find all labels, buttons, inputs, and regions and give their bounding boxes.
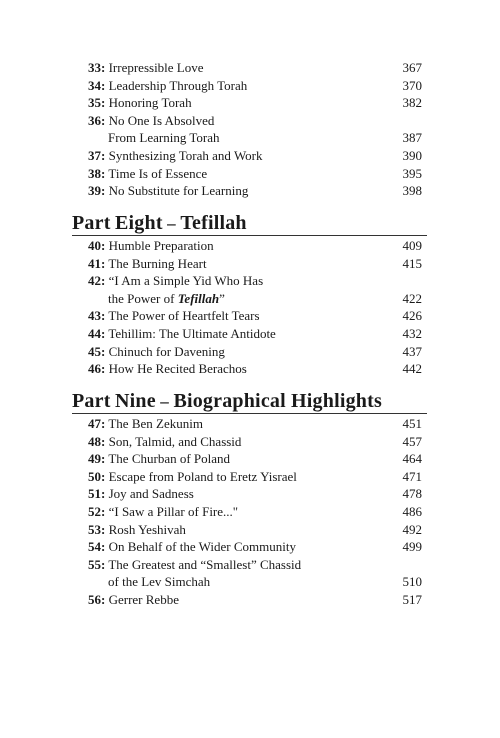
toc-entry-34 [0, 77, 500, 95]
entry-page: 517 [402, 591, 422, 607]
toc-section-part-nine [0, 415, 500, 609]
entry-page: 442 [402, 361, 422, 377]
entry-number: 46: [88, 361, 106, 377]
toc-entry-55 [0, 556, 500, 574]
entry-number: 45: [88, 343, 106, 359]
toc-entry-53 [0, 521, 500, 539]
entry-page: 457 [402, 433, 422, 449]
part-dash: – [160, 392, 169, 411]
entry-title: The Churban of Poland [108, 451, 231, 467]
entry-title: Leadership Through Torah [108, 77, 248, 93]
entry-number: 51: [88, 486, 106, 502]
toc-entry-36 [0, 112, 500, 130]
toc-entry-47 [0, 415, 500, 433]
entry-page: 464 [402, 451, 422, 467]
entry-page: 367 [402, 60, 422, 75]
entry-title: On Behalf of the Wider Community [108, 539, 296, 555]
entry-title: From Learning Torah [108, 130, 220, 146]
entry-number: 38: [88, 165, 106, 181]
entry-number: 55: [88, 556, 106, 572]
part-name: Biographical Highlights [173, 390, 382, 412]
toc-entry-38 [0, 165, 500, 183]
entry-title: The Greatest and “Smallest” Chassid [108, 556, 302, 572]
toc-entry-39 [0, 182, 500, 200]
entry-page: 395 [402, 165, 422, 181]
toc-entry-55-continued [0, 573, 500, 591]
entry-number: 54: [88, 539, 106, 555]
entry-page: 387 [402, 130, 422, 146]
entry-page: 486 [402, 503, 422, 519]
entry-number: 43: [88, 308, 106, 324]
toc-entry-45 [0, 343, 500, 361]
entry-title: How He Recited Berachos [108, 361, 247, 377]
part-heading-nine [72, 390, 382, 413]
toc-entry-35 [0, 94, 500, 112]
entry-page: 415 [402, 255, 422, 271]
toc-entry-51 [0, 485, 500, 503]
entry-number: 56: [88, 591, 106, 607]
entry-title: The Burning Heart [108, 255, 207, 271]
toc-entry-46 [0, 360, 500, 378]
toc-entry-56 [0, 591, 500, 609]
entry-page: 382 [402, 95, 422, 111]
entry-number: 34: [88, 77, 106, 93]
entry-page: 409 [402, 238, 422, 253]
part-nine-divider [72, 413, 427, 414]
entry-page: 478 [402, 486, 422, 502]
part-heading-eight [72, 212, 247, 235]
entry-number: 49: [88, 451, 106, 467]
entry-page: 370 [402, 77, 422, 93]
entry-title: “I Am a Simple Yid Who Has [108, 273, 264, 289]
entry-title: Humble Preparation [108, 238, 214, 253]
entry-number: 39: [88, 183, 106, 199]
part-eight-divider [72, 235, 427, 236]
entry-number: 53: [88, 521, 106, 537]
entry-title: Chinuch for Davening [108, 343, 225, 359]
entry-number: 42: [88, 273, 106, 289]
entry-number: 44: [88, 325, 106, 341]
toc-entry-42-continued [0, 290, 500, 308]
entry-page: 499 [402, 539, 422, 555]
entry-title-emphasis: Tefillah [177, 290, 220, 306]
toc-section-part-seven [0, 59, 500, 200]
entry-title: Honoring Torah [108, 95, 192, 111]
entry-title: The Ben Zekunim [108, 416, 203, 431]
entry-title: of the Lev Simchah [108, 574, 211, 590]
toc-entry-42 [0, 272, 500, 290]
entry-title: The Power of Heartfelt Tears [108, 308, 260, 324]
entry-number: 37: [88, 147, 106, 163]
entry-title: Son, Talmid, and Chassid [108, 433, 242, 449]
entry-title: Synthesizing Torah and Work [108, 147, 263, 163]
entry-title: Irrepressible Love [108, 60, 204, 75]
entry-number: 50: [88, 468, 106, 484]
entry-title: Time Is of Essence [108, 165, 208, 181]
entry-page: 451 [402, 416, 422, 431]
entry-number: 52: [88, 503, 106, 519]
entry-title: Gerrer Rebbe [108, 591, 179, 607]
part-number: Eight [115, 212, 163, 234]
entry-page: 510 [402, 574, 422, 590]
entry-page: 398 [402, 183, 422, 199]
toc-entry-36-continued [0, 129, 500, 147]
toc-entry-43 [0, 307, 500, 325]
toc-entry-41 [0, 255, 500, 273]
entry-title: No Substitute for Learning [108, 183, 249, 199]
entry-page: 492 [402, 521, 422, 537]
part-number: Nine [115, 390, 156, 412]
entry-title: “I Saw a Pillar of Fire..." [108, 503, 239, 519]
entry-page: 422 [402, 290, 422, 306]
toc-entry-52 [0, 503, 500, 521]
entry-number: 33: [88, 60, 106, 75]
part-word: Part [72, 390, 111, 412]
entry-page: 432 [402, 325, 422, 341]
entry-title: Joy and Sadness [108, 486, 194, 502]
entry-title: No One Is Absolved [108, 112, 215, 128]
toc-entry-33 [0, 59, 500, 77]
entry-page: 471 [402, 468, 422, 484]
entry-number: 47: [88, 416, 106, 431]
entry-number: 48: [88, 433, 106, 449]
entry-number: 35: [88, 95, 106, 111]
entry-number: 41: [88, 255, 106, 271]
toc-entry-50 [0, 468, 500, 486]
entry-title-post: ” [219, 290, 225, 306]
entry-title: Tehillim: The Ultimate Antidote [108, 325, 276, 341]
toc-entry-48 [0, 433, 500, 451]
toc-entry-49 [0, 450, 500, 468]
toc-entry-40 [0, 237, 500, 255]
entry-page: 390 [402, 147, 422, 163]
entry-title-pre: the Power of [108, 290, 178, 306]
entry-title: Escape from Poland to Eretz Yisrael [108, 468, 297, 484]
toc-entry-37 [0, 147, 500, 165]
toc-entry-44 [0, 325, 500, 343]
part-word: Part [72, 212, 111, 234]
part-name: Tefillah [180, 212, 247, 234]
entry-number: 36: [88, 112, 106, 128]
toc-entry-54 [0, 538, 500, 556]
entry-title: Rosh Yeshivah [108, 521, 186, 537]
part-dash: – [167, 214, 176, 233]
entry-number: 40: [88, 238, 106, 253]
entry-page: 426 [402, 308, 422, 324]
entry-page: 437 [402, 343, 422, 359]
toc-section-part-eight [0, 237, 500, 378]
